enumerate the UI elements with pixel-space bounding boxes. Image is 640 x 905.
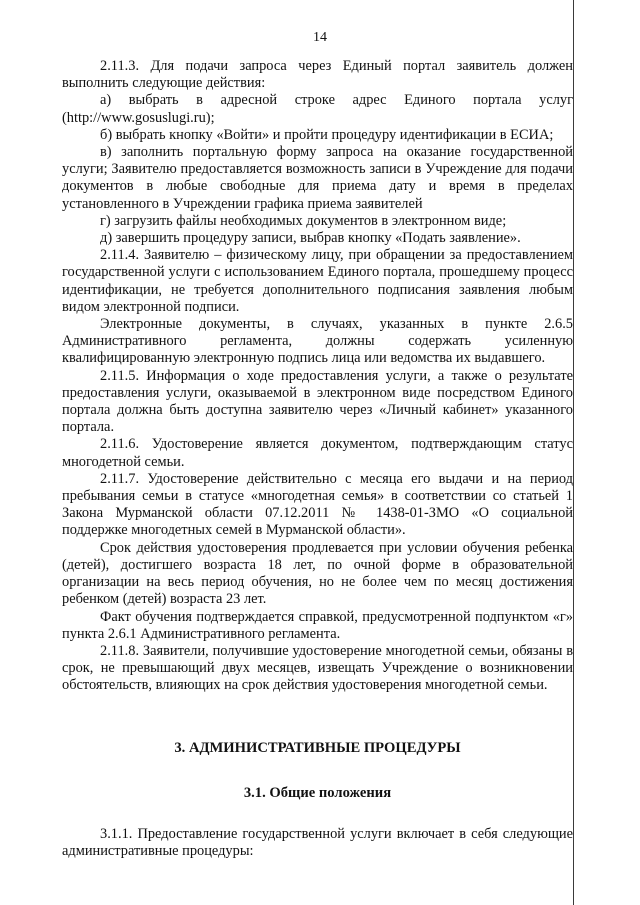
list-item: г) загрузить файлы необходимых документов в электронном виде; (100, 212, 507, 229)
paragraph: 2.11.8. Заявители, получившие удостоверение многодетной семьи, обязаны в срок, не превышающий двух месяцев, извещать Учреждение о возникновении обстоятельств, влияющих на срок действия удостоверения многодетной семьи. (62, 642, 573, 694)
paragraph: Электронные документы, в случаях, указанных в пункте 2.6.5 Административного регламента, должны содержать усиленную квалифицированную электронную подпись лица или ведомства их выдавшего. (62, 316, 573, 367)
section-body (62, 826, 573, 860)
paragraph: 2.11.6. Удостоверение является документом, подтверждающим статус многодетной семьи. (62, 436, 573, 470)
paragraph: 2.11.7. Удостоверение действительно с месяца его выдачи и на период пребывания семьи в статусе «многодетная семья» в соответствии со статьей 1 Закона Мурманской области 07.12.2011 № 1438-01-ЗМО «О социальной поддержке многодетных семей в Мурманской области». (62, 470, 573, 539)
list-item: д) завершить процедуру записи, выбрав кнопку «Подать заявление». (100, 230, 521, 247)
list-item: б) выбрать кнопку «Войти» и пройти процедуру идентификации в ЕСИА; (100, 126, 554, 143)
paragraph: 2.11.4. Заявителю – физическому лицу, при обращении за предоставлением государственной услуги с использованием Единого портала, прошедшему процесс идентификации, не требуется дополнительного подписания заявления любым видом электронной подписи. (62, 247, 573, 315)
list-item: в) заполнить портальную форму запроса на оказание государственной услуги; Заявителю предоставляется возможность записи в Учреждение для подачи документов в любые свободные для приема дату и время в пределах установленного в Учреждении графика приема заявителей (62, 144, 573, 212)
section-title: 3. АДМИНИСТРАТИВНЫЕ ПРОЦЕДУРЫ (174, 740, 461, 756)
subsection-title: 3.1. Общие положения (243, 785, 392, 801)
paragraph: 2.11.3. Для подачи запроса через Единый портал заявитель должен выполнить следующие действия: (62, 58, 573, 92)
list-item: а) выбрать в адресной строке адрес Единого портала услуг (http://www.gosuslugi.ru); (62, 92, 573, 126)
document-body (62, 58, 573, 695)
paragraph: 2.11.5. Информация о ходе предоставления услуги, а также о результате предоставления услуги, оказываемой в электронном виде посредством Единого портала должна быть доступна заявителю через «Личный кабинет» указанного портала. (62, 367, 573, 436)
margin-line (573, 0, 574, 905)
paragraph: Срок действия удостоверения продлевается при условии обучения ребенка (детей), достигшего возраста 18 лет, по очной форме в образовательной организации на весь период обучения, но не более чем по месяц достижения ребенком (детей) возраста 23 лет. (62, 539, 573, 608)
paragraph: Факт обучения подтверждается справкой, предусмотренной подпунктом «г» пункта 2.6.1 Административного регламента. (62, 608, 573, 642)
page-number: 14 (313, 30, 327, 45)
paragraph: 3.1.1. Предоставление государственной услуги включает в себя следующие административные процедуры: (62, 826, 573, 860)
